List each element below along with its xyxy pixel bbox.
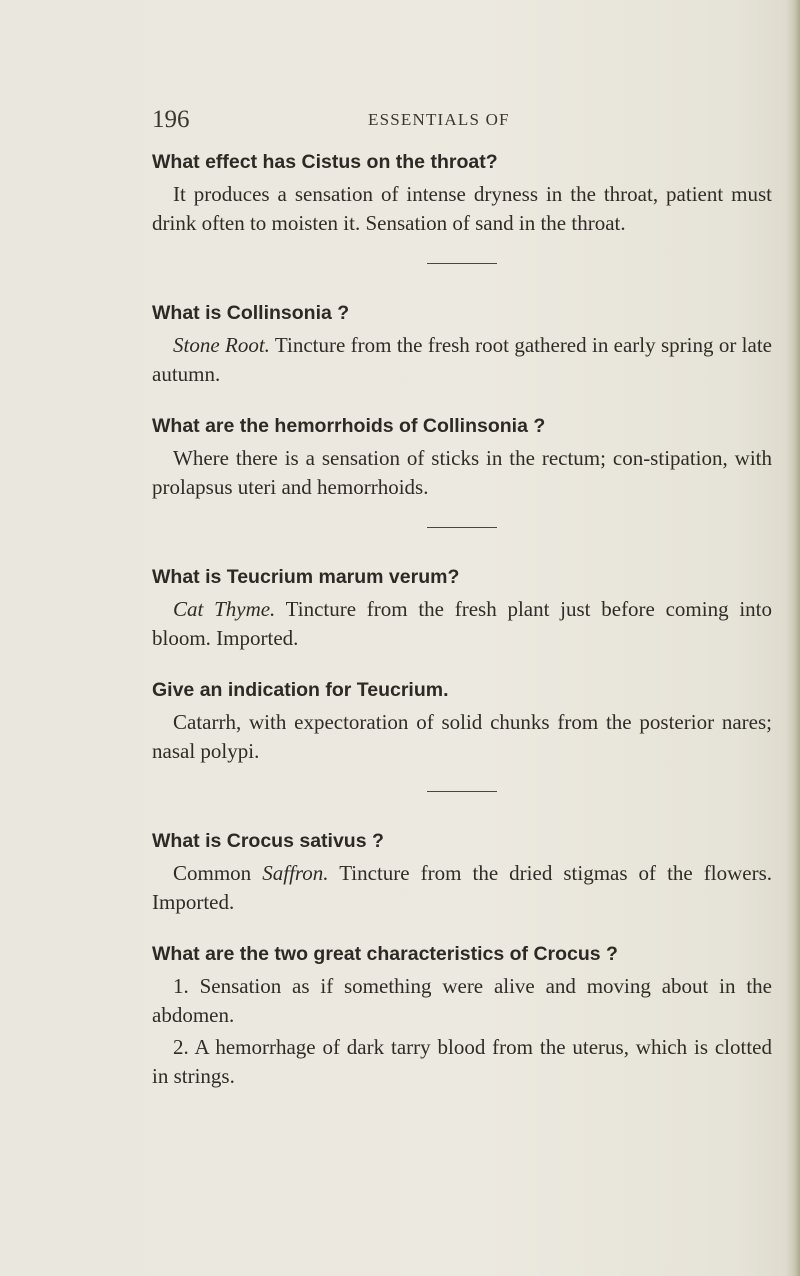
question-collinsonia: What is Collinsonia ? <box>152 302 350 324</box>
answer-teucrium <box>152 595 772 652</box>
answer-crocus <box>152 859 772 916</box>
question-crocus: What is Crocus sativus ? <box>152 830 384 852</box>
answer-text: Tincture from the fresh plant just before coming into bloom. Imported. <box>152 597 773 650</box>
section-divider <box>152 237 772 299</box>
section-divider <box>152 765 772 827</box>
question-teucrium: What is Teucrium marum verum? <box>152 566 460 588</box>
common-name: Cat Thyme. <box>173 597 276 621</box>
answer-collinsonia-hemorrhoids: Where there is a sensation of sticks in the rectum; con-stipation, with prolapsus uteri and hemorrhoids. <box>152 446 772 499</box>
list-item: 2. A hemorrhage of dark tarry blood from the uterus, which is clotted in strings. <box>152 1035 772 1088</box>
answer-teucrium-indication: Catarrh, with expectoration of solid chunks from the posterior nares; nasal polypi. <box>152 710 772 763</box>
page-body <box>152 148 772 1090</box>
divider-rule <box>427 791 497 792</box>
list-item: 1. Sensation as if something were alive and moving about in the abdomen. <box>152 974 772 1027</box>
answer-text: Tincture from the dried stigmas of the flowers. Imported. <box>152 861 772 914</box>
answer-text: Tincture from the fresh root gathered in early spring or late autumn. <box>152 333 772 386</box>
question-collinsonia-hemorrhoids: What are the hemorrhoids of Collinsonia ? <box>152 415 546 437</box>
common-name: Saffron. <box>262 861 329 885</box>
answer-prefix: Common <box>173 861 252 885</box>
question-crocus-characteristics: What are the two great characteristics of Crocus ? <box>152 943 618 965</box>
page-header <box>152 106 772 136</box>
divider-rule <box>427 263 497 264</box>
answer-collinsonia <box>152 331 772 388</box>
page-edge-shadow <box>786 0 800 1276</box>
common-name: Stone Root. <box>173 333 270 357</box>
section-divider <box>152 501 772 563</box>
running-head: ESSENTIALS OF <box>368 110 510 129</box>
question-cistus-throat: What effect has Cistus on the throat? <box>152 151 498 173</box>
page-number: 196 <box>152 106 190 133</box>
question-teucrium-indication: Give an indication for Teucrium. <box>152 679 449 701</box>
divider-rule <box>427 527 497 528</box>
answer-cistus-throat: It produces a sensation of intense dryness in the throat, patient must drink often to moisten it. Sensation of sand in the throat. <box>152 182 772 235</box>
